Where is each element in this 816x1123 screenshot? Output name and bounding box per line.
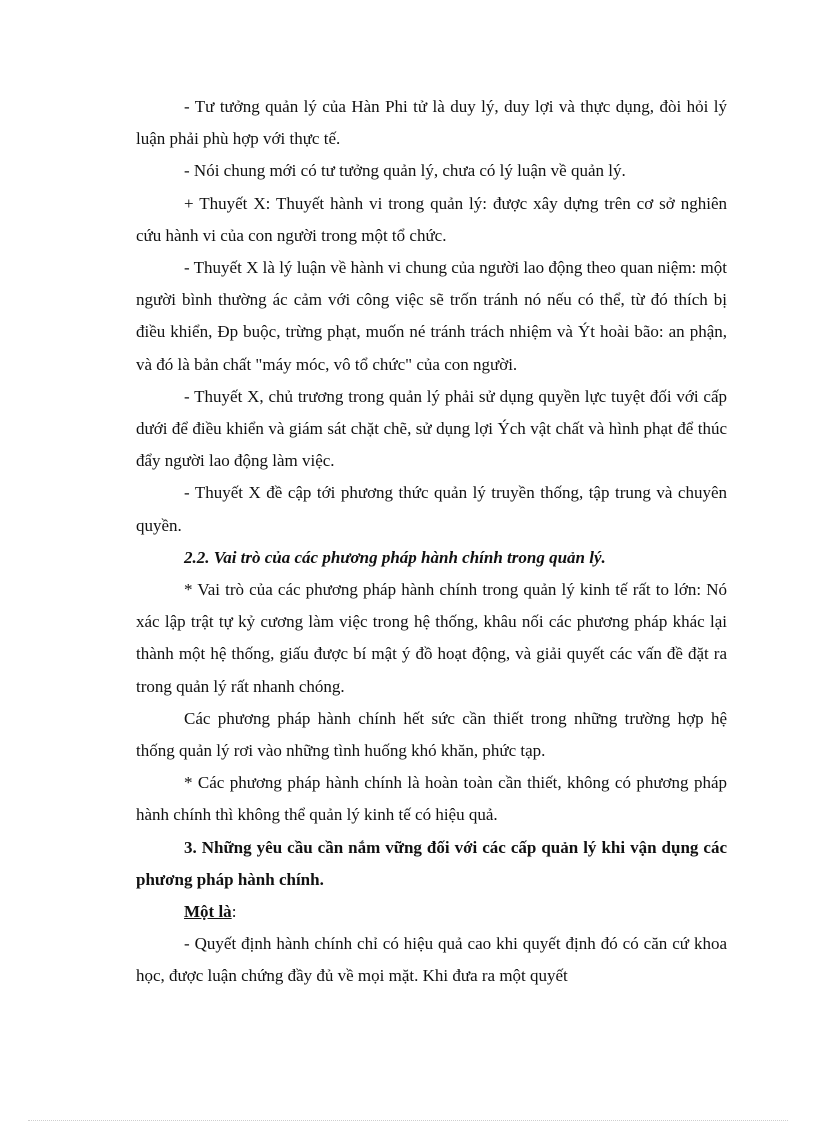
- paragraph-thuyet-x-intro: + Thuyết X: Thuyết hành vi trong quản lý: được xây dựng trên cơ sở nghiên cứu hành vi của con người trong một tổ chức.: [136, 193, 727, 245]
- text-column: [136, 91, 727, 993]
- paragraph-thuyet-x-de-cap: - Thuyết X đề cập tới phương thức quản lý truyền thống, tập trung và chuyên quyền.: [136, 483, 727, 535]
- page-bottom-divider: [28, 1120, 788, 1121]
- paragraph-thuyet-x-ly-luan: - Thuyết X là lý luận về hành vi chung của người lao động theo quan niệm: một người bình thường ác cảm với công việc sẽ trốn tránh nó nếu có thể, từ đó thích bị điều khiển, Đp buộc, trừng phạt, muốn né tránh trách nhiệm và Ýt hoài bão: an phận, và đó là bản chất "máy móc, vô tổ chức" của con người.: [136, 258, 727, 374]
- paragraph-han-phi-tu: - Tư tưởng quản lý của Hàn Phi tử là duy lý, duy lợi và thực dụng, đòi hỏi lý luận phải phù hợp với thực tế.: [136, 97, 727, 149]
- section-heading-2-2: 2.2. Vai trò của các phương pháp hành chính trong quản lý.: [184, 547, 606, 567]
- paragraph-noi-chung: - Nói chung mới có tư tưởng quản lý, chưa có lý luận về quản lý.: [184, 161, 626, 181]
- paragraph-vai-tro: * Vai trò của các phương pháp hành chính trong quản lý kinh tế rất to lớn: Nó xác lập trật tự kỷ cương làm việc trong hệ thống, khâu nối các phương pháp khác lại thành một hệ thống, giấu được bí mật ý đồ hoạt động, và giải quyết các vấn đề đặt ra trong quản lý rất nhanh chóng.: [136, 580, 727, 696]
- section-heading-3: 3. Những yêu cầu cần nắm vững đối với các cấp quản lý khi vận dụng các phương pháp hành chính.: [136, 837, 727, 889]
- paragraph-quyet-dinh: - Quyết định hành chính chỉ có hiệu quả cao khi quyết định đó có căn cứ khoa học, được luận chứng đầy đủ về mọi mặt. Khi đưa ra một quyết: [136, 934, 727, 986]
- mot-la-colon: :: [231, 902, 237, 922]
- subheading-mot-la: [136, 896, 727, 928]
- paragraph-can-thiet: Các phương pháp hành chính hết sức cần thiết trong những trường hợp hệ thống quản lý rơi vào những tình huống khó khăn, phức tạp.: [136, 708, 727, 761]
- mot-la-label: Một là: [184, 902, 232, 922]
- paragraph-hoan-toan-can-thiet: * Các phương pháp hành chính là hoàn toàn cần thiết, không có phương pháp hành chính thì không thể quản lý kinh tế có hiệu quả.: [136, 773, 727, 825]
- paragraph-thuyet-x-chu-truong: - Thuyết X, chủ trương trong quản lý phải sử dụng quyền lực tuyệt đối với cấp dưới để điều khiển và giám sát chặt chẽ, sử dụng lợi Ých vật chất và hình phạt để thúc đẩy người lao động làm việc.: [136, 386, 727, 471]
